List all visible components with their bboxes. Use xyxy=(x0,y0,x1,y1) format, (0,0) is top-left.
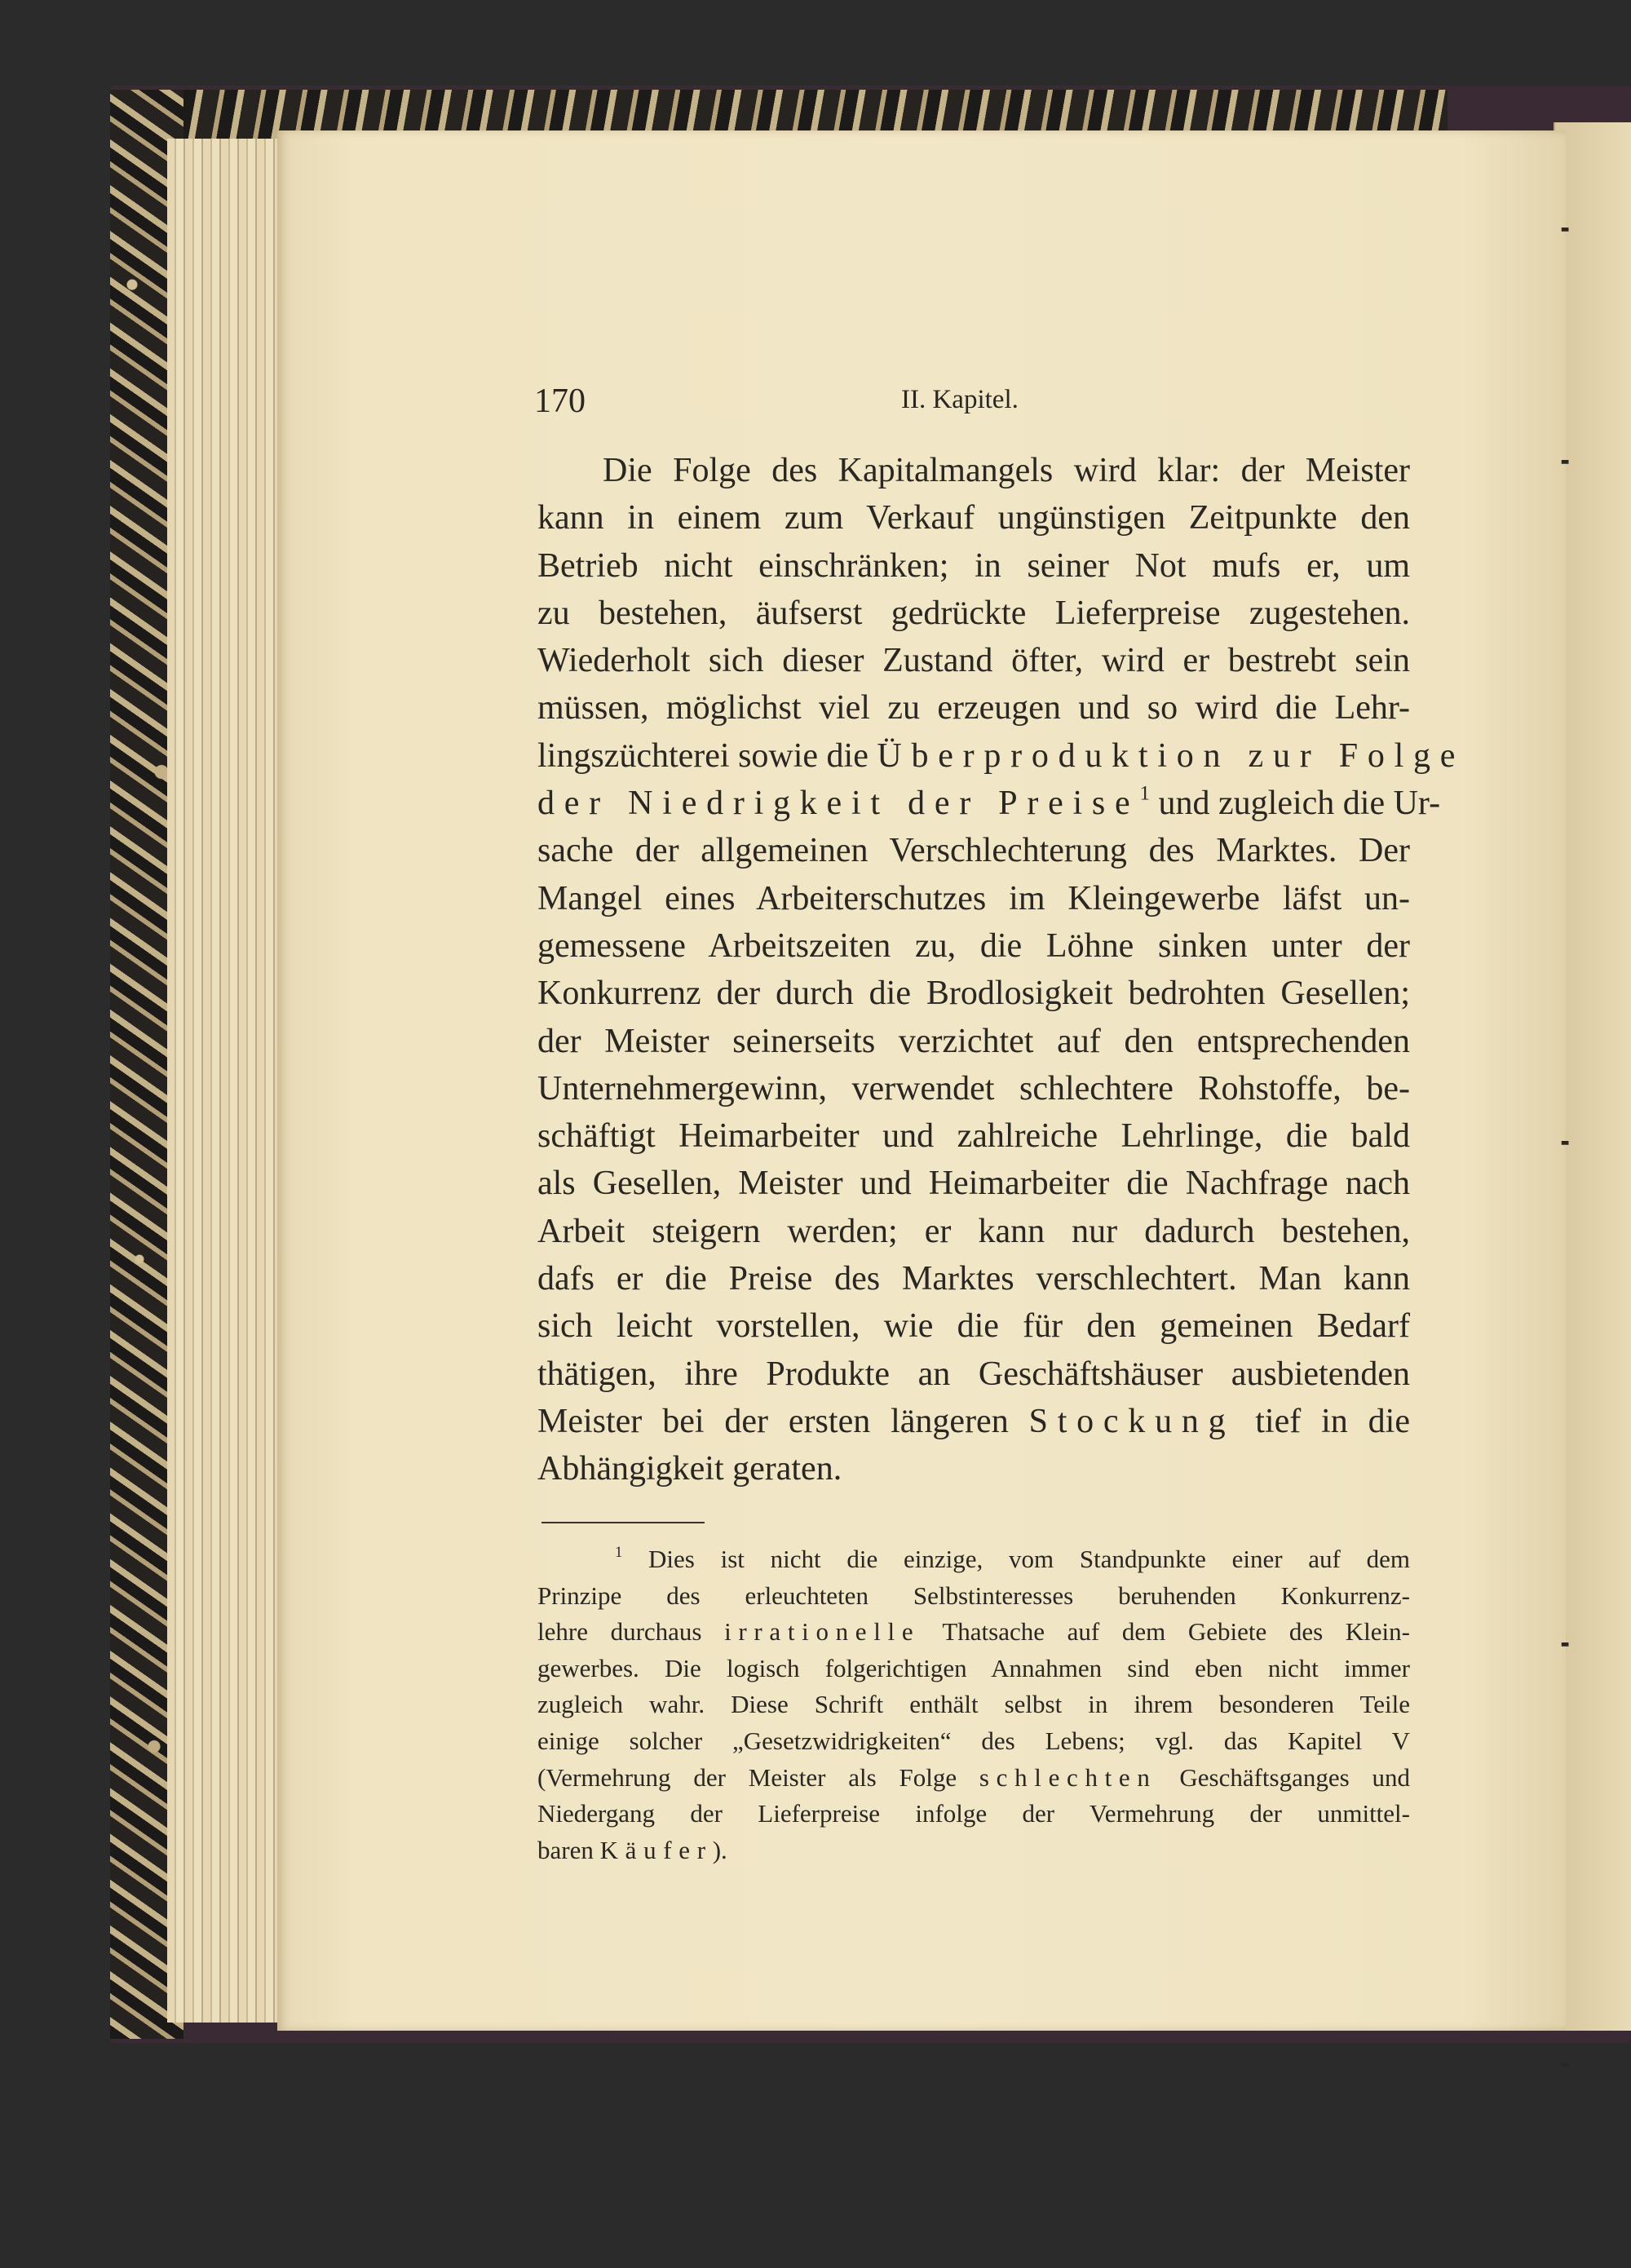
page-number: 170 xyxy=(534,382,586,420)
text-line xyxy=(537,1398,1410,1445)
spaced-emphasis: Stockung xyxy=(1028,1402,1235,1440)
text-line: sich leicht vorstellen, wie die für den gemeinen Bedarf xyxy=(537,1307,1410,1346)
spaced-emphasis: Käufer xyxy=(599,1835,713,1864)
text-segment: lehre durchaus xyxy=(537,1617,725,1647)
text-line: Mangel eines Arbeiterschutzes im Kleingewerbe läfst un- xyxy=(537,879,1410,917)
footnote-line xyxy=(537,1614,1410,1651)
text-segment: baren xyxy=(537,1835,600,1864)
text-line: müssen, möglichst viel zu erzeugen und so wird die Lehr- xyxy=(537,689,1410,727)
footnote-line xyxy=(537,1833,1410,1869)
text-line: gemessene Arbeitszeiten zu, die Löhne sinken unter der xyxy=(537,926,1410,965)
margin-tick-mark: ╸ xyxy=(1562,450,1576,475)
text-segment: Geschäftsganges und xyxy=(1156,1762,1410,1792)
running-title: II. Kapitel. xyxy=(901,385,1019,414)
text-line: dafs er die Preise des Marktes verschlechtert. Man kann xyxy=(537,1260,1410,1298)
footnote-divider xyxy=(541,1522,705,1523)
spaced-emphasis: schlechten xyxy=(979,1762,1157,1792)
text-segment: (Vermehrung der Meister als Folge xyxy=(537,1762,979,1792)
footnote-line: Niedergang der Lieferpreise infolge der Vermehrung der unmittel- xyxy=(537,1799,1410,1828)
text-line: Wiederholt sich dieser Zustand öfter, wird er bestrebt sein xyxy=(537,642,1410,680)
text-segment: tief in die xyxy=(1235,1402,1410,1440)
spaced-emphasis: der Niedrigkeit der Preise xyxy=(537,785,1140,823)
page-edges xyxy=(167,139,281,2023)
text-segment: lingszüchterei sowie die xyxy=(537,736,877,775)
footnote-line: gewerbes. Die logisch folgerichtigen Annahmen sind eben nicht immer xyxy=(537,1653,1410,1682)
text-line xyxy=(537,732,1465,780)
footnote xyxy=(537,1541,1410,1868)
footnote-line: zugleich wahr. Diese Schrift enthält selbst in ihrem besonderen Teile xyxy=(537,1690,1410,1719)
main-text xyxy=(537,447,1465,1493)
text-line: Arbeit steigern werden; er kann nur dadurch bestehen, xyxy=(537,1212,1410,1250)
margin-tick-mark: ╸ xyxy=(1562,1633,1576,1658)
text-line: der Meister seinerseits verzichtet auf den entsprechenden xyxy=(537,1022,1410,1060)
text-segment: Thatsache auf dem Gebiete des Klein- xyxy=(920,1617,1410,1647)
text-line: sache der allgemeinen Verschlechterung des Marktes. Der xyxy=(537,832,1410,870)
footnote-line: einige solcher „Gesetzwidrigkeiten“ des Lebens; vgl. das Kapitel V xyxy=(537,1726,1410,1755)
text-line: kann in einem zum Verkauf ungünstigen Zeitpunkte den xyxy=(537,499,1410,537)
text-segment: Dies ist nicht die einzige, vom Standpunkte einer auf dem xyxy=(622,1545,1410,1573)
spaced-emphasis: Überproduktion zur Folge xyxy=(877,736,1465,775)
footnote-reference[interactable]: 1 xyxy=(1139,782,1151,805)
page-header xyxy=(534,382,1407,427)
text-segment: und zugleich die Ur- xyxy=(1150,785,1441,823)
text-line xyxy=(537,780,1441,827)
text-segment: ). xyxy=(712,1835,727,1864)
text-line: Konkurrenz der durch die Brodlosigkeit bedrohten Gesellen; xyxy=(537,975,1410,1013)
margin-tick-mark: ╸ xyxy=(1562,2053,1576,2078)
spaced-emphasis: irrationelle xyxy=(724,1617,921,1647)
text-line: Betrieb nicht einschränken; in seiner Not mufs er, um xyxy=(537,546,1410,585)
margin-tick-mark: ╸ xyxy=(1562,218,1576,243)
text-line: zu bestehen, äufserst gedrückte Lieferpreise zugestehen. xyxy=(537,594,1410,632)
margin-tick-mark: ╸ xyxy=(1562,1131,1576,1156)
text-line: Abhängigkeit geraten. xyxy=(537,1450,842,1488)
text-line: Die Folge des Kapitalmangels wird klar: der Meister xyxy=(603,452,1410,489)
footnote-line xyxy=(537,1541,1410,1578)
text-segment: Meister bei der ersten längeren xyxy=(537,1402,1029,1440)
footnote-marker: 1 xyxy=(615,1543,623,1561)
text-line: thätigen, ihre Produkte an Geschäftshäuser ausbietenden xyxy=(537,1355,1410,1393)
footnote-line xyxy=(537,1760,1410,1797)
text-line: als Gesellen, Meister und Heimarbeiter die Nachfrage nach xyxy=(537,1165,1410,1203)
text-line: schäftigt Heimarbeiter und zahlreiche Lehrlinge, die bald xyxy=(537,1117,1410,1156)
text-line: Unternehmergewinn, verwendet schlechtere Rohstoffe, be- xyxy=(537,1069,1410,1107)
footnote-line: Prinzipe des erleuchteten Selbstinteresses beruhenden Konkurrenz- xyxy=(537,1581,1410,1610)
